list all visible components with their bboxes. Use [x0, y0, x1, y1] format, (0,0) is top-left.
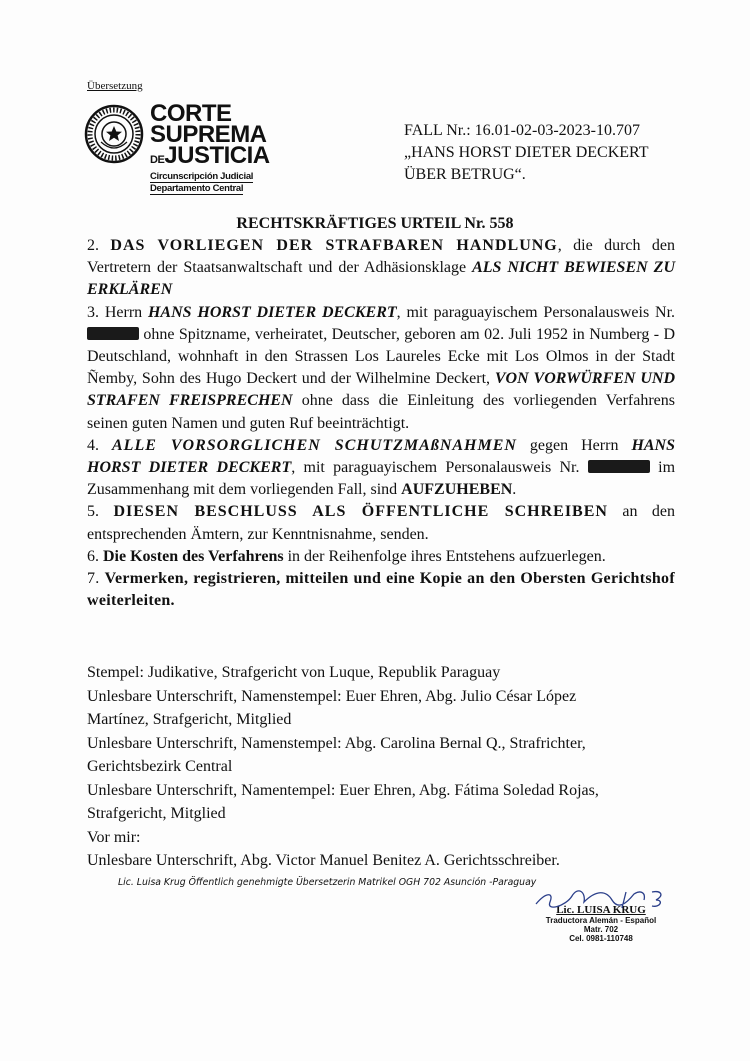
logo-line-justicia-row — [150, 142, 270, 171]
item-4 — [87, 435, 675, 502]
item-3-text-2: ohne Spitzname, verheiratet, Deutscher, geboren am 02. Juli 1952 in Numberg - D Deutschland, wohnhaft in den Strassen Los Laureles Ecke mit Los Olmos in der Stadt Ñemby, Sohn des Hugo Deckert und der Wilhelmine Deckert, — [87, 325, 675, 388]
item-6-text: in der Reihenfolge ihres Entstehens aufzuerlegen. — [283, 547, 606, 565]
item-4-bold: AUFZUHEBEN — [401, 481, 513, 499]
logo-sub-row-1 — [150, 171, 270, 183]
logo-prefix-de: DE — [150, 154, 165, 166]
logo-line-justicia: JUSTICIA — [164, 142, 270, 169]
item-number: 6. — [87, 547, 103, 565]
stamp-matr: Matr. 702 — [583, 925, 619, 934]
translator-note: Lic. Luisa Krug Öffentlich genehmigte Übersetzerin Matrikel OGH 702 Asunción -Paraguay — [118, 877, 537, 888]
logo-sub-row-2 — [150, 183, 270, 195]
stamp-role: Traductora Alemán - Español — [545, 916, 657, 925]
stamp-phone: Cel. 0981-110748 — [569, 934, 633, 943]
stamp-line: Stempel: Judikative, Strafgericht von Luque, Republik Paraguay — [87, 664, 501, 681]
item-6-bold: Die Kosten des Verfahrens — [103, 547, 284, 565]
item-3-text-1: , mit paraguayischem Personalausweis Nr. — [396, 303, 676, 321]
item-6 — [87, 546, 675, 568]
item-3-name: HANS HORST DIETER DECKERT — [147, 303, 397, 321]
logo-sub-departamento: Departamento Central — [150, 183, 244, 194]
redacted-id-number — [87, 327, 139, 340]
logo-line-corte: CORTE — [150, 100, 232, 127]
judgment-body — [87, 235, 675, 612]
logo-sub-circunscripcion: Circunscripción Judicial — [150, 171, 254, 182]
item-5-text: an den entsprechenden Ämtern, zur Kenntnisnahme, senden. — [87, 503, 676, 543]
item-2-text: , die durch den Vertretern der Staatsanwaltschaft und der Adhäsionsklage — [87, 237, 676, 277]
translator-signature-stamp — [526, 894, 676, 943]
item-4-text-2: , mit paraguayischem Personalausweis Nr. — [291, 459, 588, 477]
court-seal-icon — [84, 104, 144, 164]
case-reference — [404, 120, 649, 186]
item-number: 2. — [87, 237, 99, 254]
item-number: 7. — [87, 570, 105, 588]
item-4-text-1: gegen Herrn — [516, 436, 632, 454]
item-4-text-3: im Zusammenhang mit dem vorliegenden Fall, sind — [87, 459, 676, 499]
stamp-line: Gerichtsbezirk Central — [87, 758, 233, 775]
item-4-emphasis-1: ALLE VORSORGLICHEN SCHUTZMAßNAHMEN — [112, 436, 517, 454]
item-number: 5. — [87, 503, 114, 521]
item-7-bold: Vermerken, registrieren, mitteilen und eine Kopie an den Obersten Gerichtshof weiterleiten. — [87, 570, 675, 610]
judgment-title: RECHTSKRÄFTIGES URTEIL Nr. 558 — [236, 215, 514, 232]
item-4-emphasis-2: HANS HORST DIETER DECKERT — [87, 436, 676, 477]
stamp-name: Lic. LUISA KRUG — [556, 904, 646, 916]
item-3-text-3: ohne dass die Einleitung des vorliegenden Verfahrens seinen guten Namen und guten Ruf beeinträchtigt. — [87, 392, 676, 432]
stamps-section — [87, 661, 675, 873]
item-2-emphasis: ALS NICHT BEWIESEN ZU ERKLÄREN — [87, 259, 675, 299]
court-logo — [150, 100, 270, 195]
item-4-text-4: . — [512, 481, 517, 499]
stamp-line: Unlesbare Unterschrift, Namentempel: Euer Ehren, Abg. Fátima Soledad Rojas, — [87, 781, 599, 799]
item-3 — [87, 302, 675, 435]
stamp-line: Vor mir: — [87, 828, 141, 846]
redacted-id-number — [588, 460, 650, 473]
item-5-bold: DIESEN BESCHLUSS ALS ÖFFENTLICHE SCHREIBEN — [113, 503, 608, 521]
logo-line-suprema: SUPREMA — [150, 121, 267, 148]
stamp-line: Unlesbare Unterschrift, Namenstempel: Euer Ehren, Abg. Julio César López — [87, 687, 577, 705]
case-subject: ÜBER BETRUG“. — [404, 166, 526, 183]
item-2-bold: DAS VORLIEGEN DER STRAFBAREN HANDLUNG — [110, 237, 558, 254]
handwritten-signature-icon — [526, 888, 676, 912]
stamp-line: Unlesbare Unterschrift, Abg. Victor Manuel Benitez A. Gerichtsschreiber. — [87, 852, 560, 869]
translation-label: Übersetzung — [87, 80, 143, 92]
stamp-line: Strafgericht, Mitglied — [87, 805, 226, 822]
item-5 — [87, 501, 675, 545]
item-3-emphasis: VON VORWÜRFEN UND STRAFEN FREISPRECHEN — [87, 370, 675, 410]
case-name: „HANS HORST DIETER DECKERT — [404, 144, 649, 161]
case-number: FALL Nr.: 16.01-02-03-2023-10.707 — [404, 122, 640, 139]
item-2 — [87, 235, 675, 302]
stamp-line: Martínez, Strafgericht, Mitglied — [87, 711, 292, 728]
item-number: 3. Herrn — [87, 303, 148, 321]
stamp-line: Unlesbare Unterschrift, Namenstempel: Abg. Carolina Bernal Q., Strafrichter, — [87, 734, 586, 752]
item-number: 4. — [87, 436, 112, 454]
item-7 — [87, 568, 675, 612]
